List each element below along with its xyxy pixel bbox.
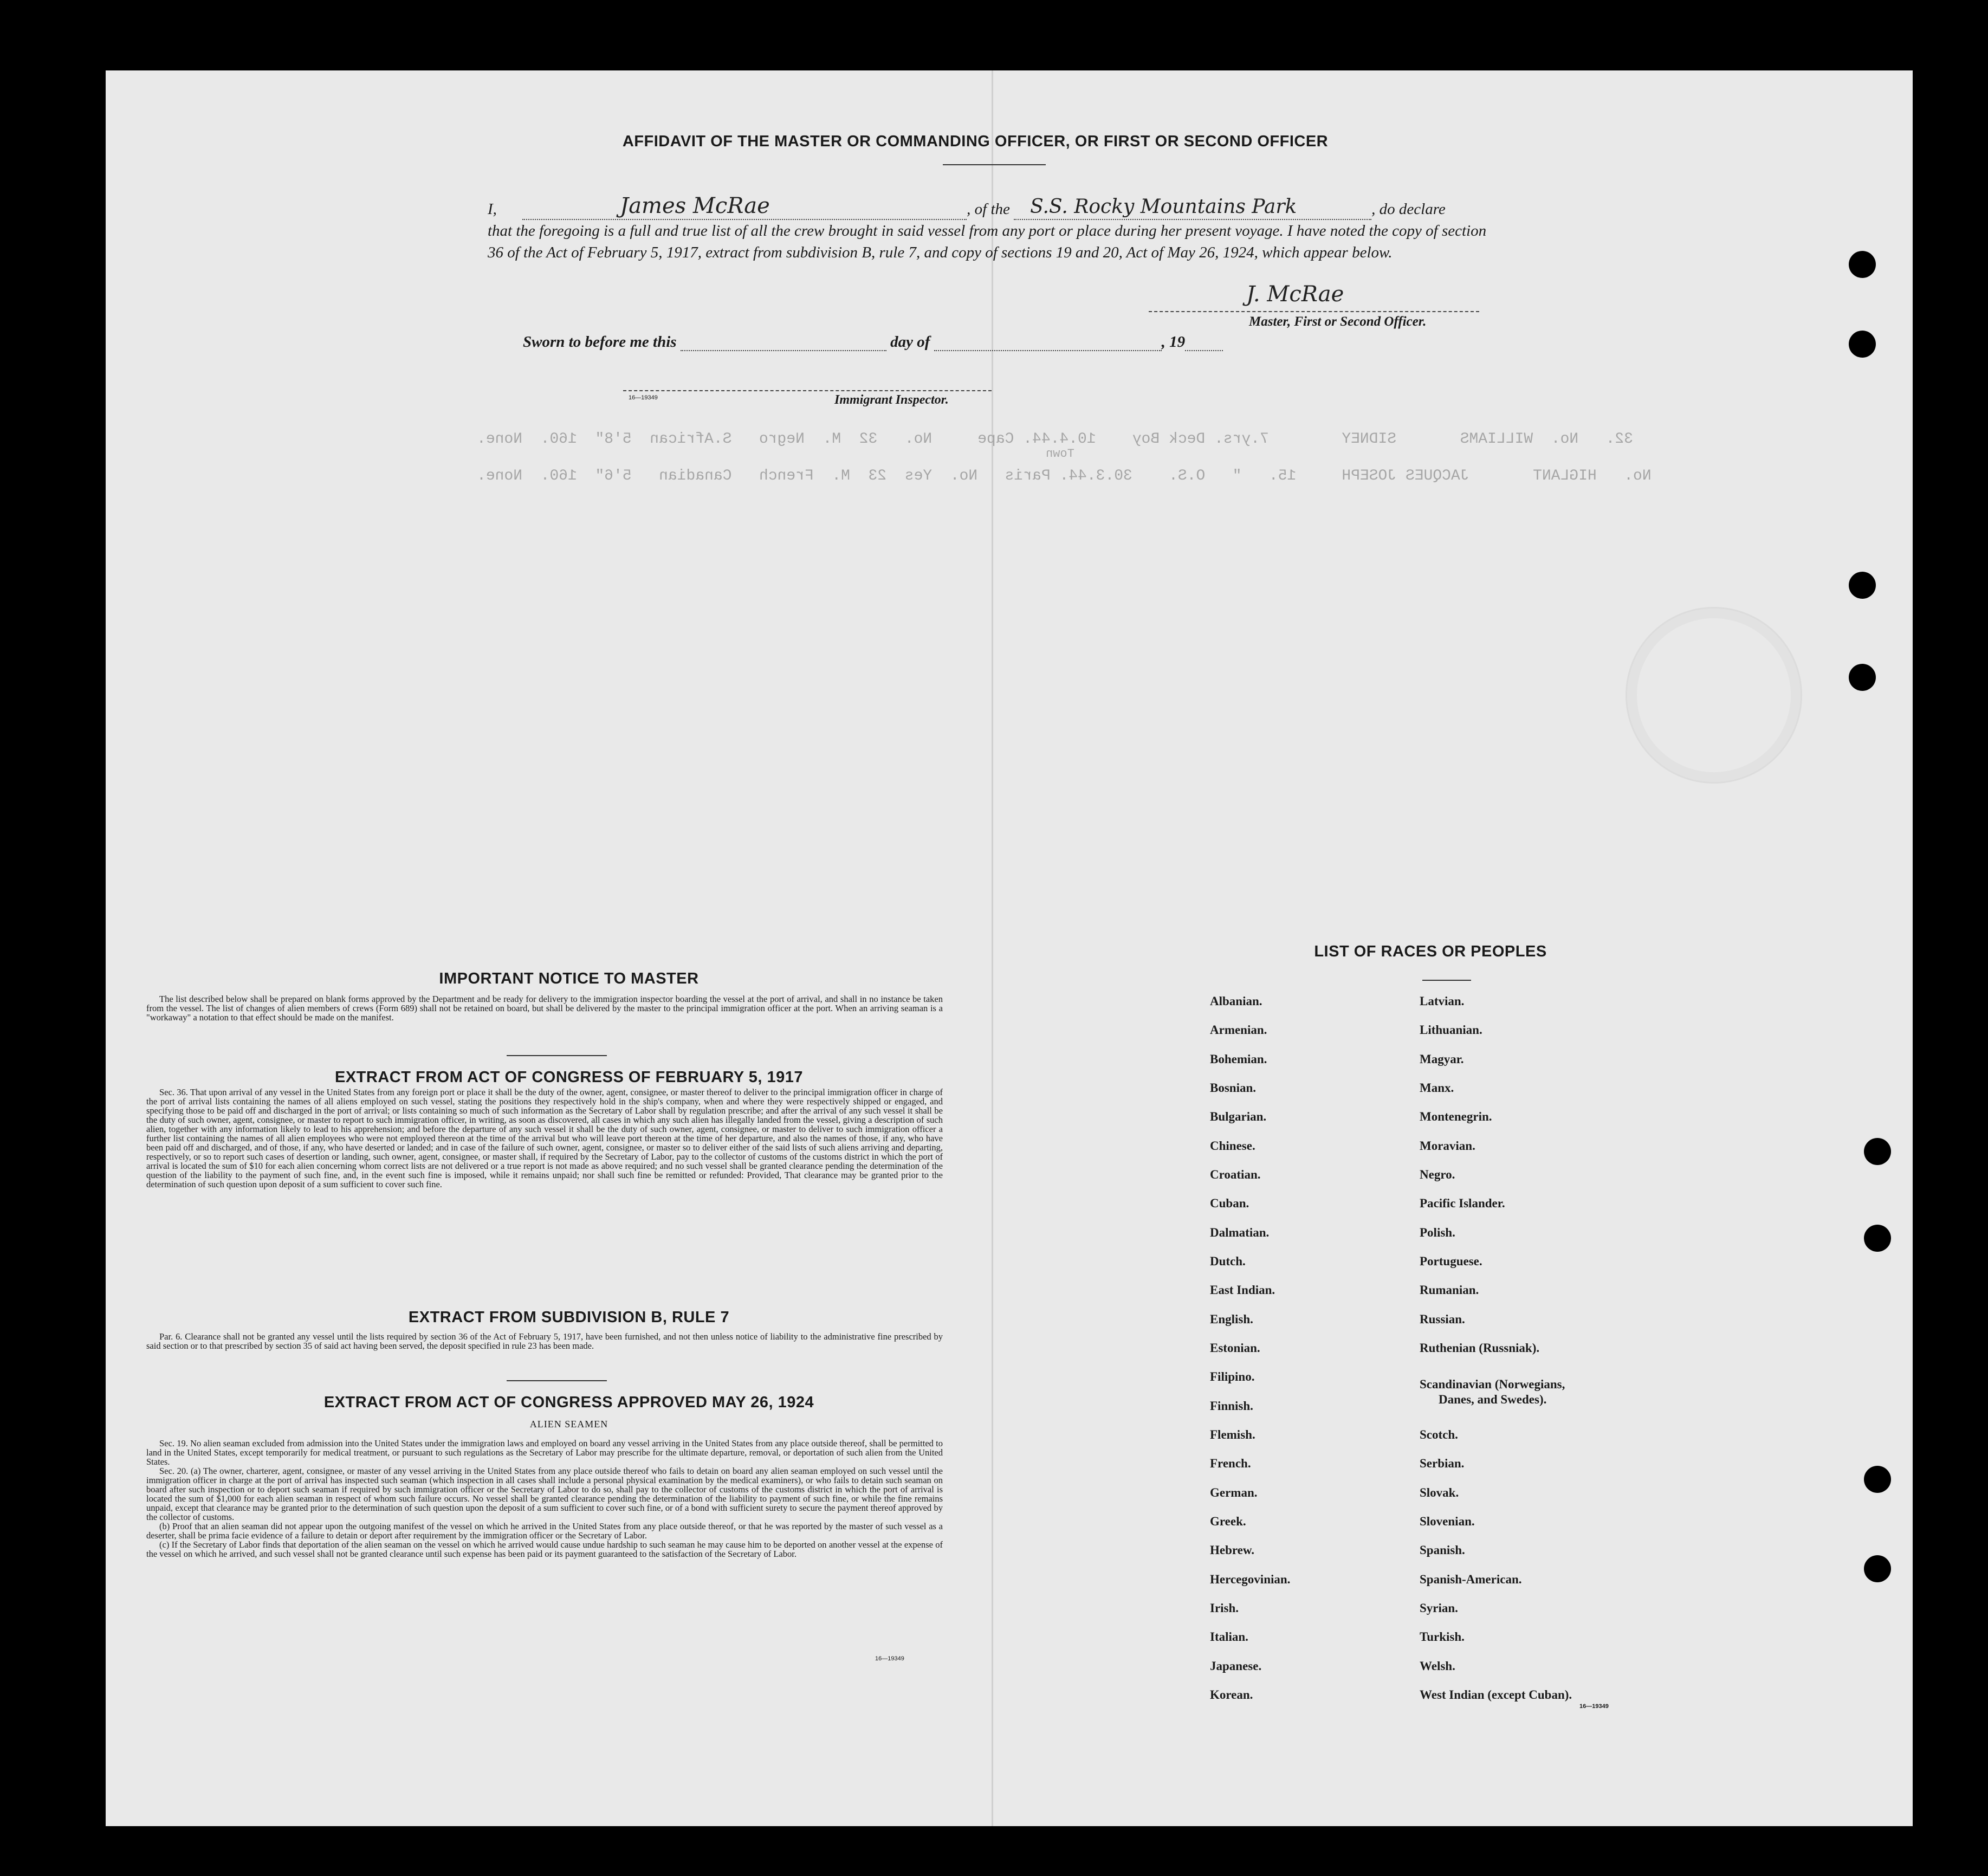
extract-1924-title: EXTRACT FROM ACT OF CONGRESS APPROVED MAY 26, 1924 — [323, 1394, 814, 1411]
race-item: French. — [1210, 1457, 1251, 1470]
race-item: Ruthenian (Russniak). — [1420, 1341, 1540, 1355]
race-item: Manx. — [1420, 1081, 1454, 1095]
title-rule — [943, 164, 1046, 165]
year-label: , 19 — [1161, 333, 1186, 351]
inspector-label: Immigrant Inspector. — [834, 393, 949, 407]
affidavit-first-line — [488, 195, 1501, 220]
signature-line — [1149, 310, 1479, 312]
sworn-day-field[interactable] — [681, 350, 886, 351]
race-item: Bosnian. — [1210, 1081, 1257, 1095]
day-of-label: day of — [890, 333, 930, 351]
notice-text — [146, 994, 943, 1022]
race-item: Slovak. — [1420, 1486, 1459, 1499]
extract-1917-paragraph: Sec. 36. That upon arrival of any vessel in the United States from any foreign port or place it shall be the duty of the owner, agent, consignee, or master thereof to deliver to the principal immigration officer in charge of the port of arrival lists containing the names of all aliens employed on such vessel, stating the positions they respectively hold in the ship's company, when and where they were respectively shipped or engaged, and specifying those to be paid off and discharged in the port of arrival; or lists containing so much of such information as the Secretary of Labor shall by regulation prescribe; and after the arrival of any such vessel it shall be the duty of such owner, agent, consignee, or master to report to such immigration officer, in writing, as soon as discovered, all cases in which any such alien has illegally landed from the vessel, giving a description of such alien, together with any information likely to lead to his apprehension; and before the departure of any such vessel it shall be the duty of such owner, agent, consignee, or master to deliver to such immigration officer a further list containing the names of all alien employees who were not employed thereon at the time of the arrival but who will leave port thereon at the time of her departure, and also the names of those, if any, who have been paid off and discharged, and of those, if any, who have deserted or landed; and in case of the failure of such owner, agent, consignee, or master so to deliver either of the said lists of such aliens arriving and departing, respectively, or so to report such cases of desertion or landing, such owner, agent, consignee, or master shall, if required by the Secretary of Labor, pay to the collector of customs of the customs district in which the port of arrival is located the sum of $10 for each alien concerning whom correct lists are not delivered or a true report is not made as above required; and no such vessel shall be granted clearance pending the determination of the question of the liability to the payment of such fine, and, in the event such fine is imposed, while it remains unpaid; nor shall such fine be remitted or refunded: Provided, That clearance may be granted prior to the determination of such question upon deposit of a sum sufficient to cover such fine. — [146, 1087, 943, 1189]
race-item: Bohemian. — [1210, 1052, 1267, 1066]
race-item: Dalmatian. — [1210, 1226, 1270, 1239]
race-item: Greek. — [1210, 1515, 1246, 1528]
race-item: Polish. — [1420, 1226, 1455, 1239]
race-item: Hercegovinian. — [1210, 1573, 1291, 1586]
race-item: Danes, and Swedes). — [1439, 1393, 1547, 1406]
sworn-year-field[interactable] — [1185, 350, 1223, 351]
punch-hole — [1864, 1466, 1891, 1493]
race-item: Welsh. — [1420, 1659, 1455, 1673]
extract-1924-text — [146, 1439, 943, 1558]
race-item: Flemish. — [1210, 1428, 1255, 1441]
race-item: Croatian. — [1210, 1168, 1261, 1181]
sec-20a-paragraph: Sec. 20. (a) The owner, charterer, agent, consignee, or master of any vessel arriving in the United States from any place outside thereof who fails to detain on board any alien seaman employed on such vessel until the immigration officer in charge at the port of arrival has inspected such seaman (which inspection in all cases shall include a personal physical examination by the medical examiners), or who fails to detain such seaman on board after such inspection or to deport such seaman if required by such immigration officer or the Secretary of Labor to do so, shall pay to the collector of customs of the customs district in which the port of arrival is located the sum of $1,000 for each alien seaman in respect of whom such failure occurs. No vessel shall be granted clearance pending the determination of the liability to payment of such fine, or while the fine remains unpaid, except that clearance may be granted prior to the determination of such question upon the deposit of a sum sufficient to cover such fine, or of a bond with sufficient surety to secure the payment thereof approved by the collector of customs. — [146, 1466, 943, 1522]
race-item: Montenegrin. — [1420, 1110, 1492, 1123]
race-item: Scotch. — [1420, 1428, 1458, 1441]
race-item: Armenian. — [1210, 1023, 1267, 1037]
inspector-signature-line — [623, 389, 992, 391]
sworn-month-field[interactable] — [934, 350, 1162, 351]
extract-rule7-paragraph: Par. 6. Clearance shall not be granted any vessel until the lists required by section 36 of the Act of February 5, 1917, have been furnished, and not then unless notice of liability to the administrative fine prescribed by said section or to that prescribed by section 35 of said act having been served, the deposit specified in rule 23 has been made. — [146, 1331, 943, 1351]
race-item: Portuguese. — [1420, 1254, 1482, 1268]
race-item: Estonian. — [1210, 1341, 1260, 1355]
sec-20b-paragraph: (b) Proof that an alien seaman did not appear upon the outgoing manifest of the vessel on which he arrived in the United States from any place outside thereof, or that he was reported by the master of such vessel as a deserter, shall be prima facie evidence of a failure to detain or deport after requirement by the immigration officer or the Secretary of Labor. — [146, 1521, 943, 1541]
race-item: Slovenian. — [1420, 1515, 1475, 1528]
race-item: Latvian. — [1420, 994, 1465, 1008]
race-item: Irish. — [1210, 1601, 1239, 1615]
bleed-through-row: No. HIGLANT JACQUES JOSEPH 15. " O.S. 30.3.44. Paris No. Yes 23 M. French Canadian 5'6" 160. None. — [477, 468, 1652, 484]
race-item: Albanian. — [1210, 994, 1262, 1008]
race-item: Filipino. — [1210, 1370, 1255, 1383]
race-item: Italian. — [1210, 1630, 1248, 1644]
race-item: Syrian. — [1420, 1601, 1458, 1615]
race-item: Hebrew. — [1210, 1543, 1254, 1557]
alien-seamen-subtitle: ALIEN SEAMEN — [529, 1419, 608, 1429]
form-number: 16—19349 — [875, 1655, 904, 1662]
race-item: Spanish-American. — [1420, 1573, 1522, 1586]
race-item: Dutch. — [1210, 1254, 1246, 1268]
punch-hole — [1849, 331, 1876, 358]
vessel-name: S.S. Rocky Mountains Park — [1030, 196, 1297, 218]
sworn-statement — [523, 333, 1281, 351]
punch-hole — [1849, 572, 1876, 599]
race-item: English. — [1210, 1312, 1253, 1326]
extract-1917-text — [146, 1088, 943, 1189]
race-item: German. — [1210, 1486, 1258, 1499]
extract-rule7-text — [146, 1332, 943, 1350]
master-signature: J. McRae — [1246, 282, 1344, 307]
notice-paragraph: The list described below shall be prepared on blank forms approved by the Department and be ready for delivery to the immigration inspector boarding the vessel at the port of arrival, and shall in no instance be taken from the vessel. The list of changes of alien members of crews (Form 689) shall not be retained on board, but shall be delivered by the master to the principal immigration officer at the port. When an arriving seaman is a "workaway" a notation to that effect should be made on the manifest. — [146, 994, 943, 1023]
race-item: Negro. — [1420, 1168, 1455, 1181]
affidavit-title: AFFIDAVIT OF THE MASTER OR COMMANDING OFFICER, OR FIRST OR SECOND OFFICER — [622, 133, 1329, 150]
race-item: Lithuanian. — [1420, 1023, 1482, 1037]
sworn-label: Sworn to before me this — [523, 333, 677, 351]
i-label: I, — [488, 200, 497, 218]
punch-hole — [1849, 664, 1876, 691]
race-item: Japanese. — [1210, 1659, 1262, 1673]
punch-hole — [1864, 1138, 1891, 1165]
race-item: West Indian (except Cuban). — [1420, 1688, 1572, 1702]
affidavit-body — [488, 195, 1501, 263]
embossed-seal — [1626, 607, 1802, 784]
race-item: East Indian. — [1210, 1283, 1275, 1297]
race-item: Turkish. — [1420, 1630, 1465, 1644]
vessel-name-field[interactable] — [1014, 196, 1371, 220]
race-item: Cuban. — [1210, 1196, 1249, 1210]
notice-title: IMPORTANT NOTICE TO MASTER — [439, 970, 699, 987]
do-declare-label: , do declare — [1371, 200, 1446, 218]
race-item: Spanish. — [1420, 1543, 1465, 1557]
races-title-rule — [1422, 980, 1471, 981]
form-number: 16—19349 — [1579, 1703, 1609, 1710]
races-title: LIST OF RACES OR PEOPLES — [1314, 943, 1547, 960]
race-item: Magyar. — [1420, 1052, 1464, 1066]
race-item: Russian. — [1420, 1312, 1465, 1326]
punch-hole — [1849, 251, 1876, 278]
punch-hole — [1864, 1225, 1891, 1252]
extract-1917-title: EXTRACT FROM ACT OF CONGRESS OF FEBRUARY 5, 1917 — [334, 1069, 804, 1086]
section-divider — [507, 1380, 607, 1381]
section-divider — [507, 1055, 607, 1056]
race-item: Serbian. — [1420, 1457, 1465, 1470]
race-item: Moravian. — [1420, 1139, 1475, 1153]
bleed-through-subtext: Town — [1046, 447, 1074, 461]
officer-name: James McRae — [620, 193, 770, 218]
bleed-through-row: 32. No. WILLIAMS SIDNEY 7.yrs. Deck Boy 10.4.44. Cape No. 32 M. Negro S.African 5'8" 160. None. — [477, 431, 1633, 448]
sec-20c-paragraph: (c) If the Secretary of Labor finds that deportation of the alien seaman on the vessel on which he arrived would cause undue hardship to such seaman he may cause him to be deported on another vessel at the expense of the vessel on which he arrived, and such vessel shall not be granted clearance until such expense has been paid or its payment guaranteed to the satisfaction of the Secretary of Labor. — [146, 1539, 943, 1559]
punch-hole — [1864, 1555, 1891, 1582]
signature-label: Master, First or Second Officer. — [1249, 314, 1427, 329]
race-item: Finnish. — [1210, 1399, 1253, 1413]
sec-19-paragraph: Sec. 19. No alien seaman excluded from admission into the United States under the immigration laws and employed on board any vessel arriving in the United States from any place outside thereof, shall be permitted to land in the United States, except temporarily for medical treatment, or pursuant to such regulations as the Secretary of Labor may prescribe for the ultimate departure, removal, or deportation of such alien from the United States. — [146, 1438, 943, 1467]
of-the-label: , of the — [967, 200, 1010, 218]
race-item: Bulgarian. — [1210, 1110, 1267, 1123]
race-item: Rumanian. — [1420, 1283, 1479, 1297]
extract-rule7-title: EXTRACT FROM SUBDIVISION B, RULE 7 — [408, 1309, 730, 1326]
form-number: 16—19349 — [629, 394, 658, 401]
affidavit-text: that the foregoing is a full and true list of all the crew brought in said vessel from any port or place during her present voyage. I have noted the copy of section 36 of the Act of February 5, 1917, extract from subdivision B, rule 7, and copy of sections 19 and 20, Act of May 26, 1924, which appear below. — [488, 222, 1487, 261]
race-item: Scandinavian (Norwegians, — [1420, 1377, 1565, 1391]
race-item: Chinese. — [1210, 1139, 1255, 1153]
race-item: Korean. — [1210, 1688, 1253, 1702]
officer-name-field[interactable] — [522, 195, 967, 220]
race-item: Pacific Islander. — [1420, 1196, 1505, 1210]
